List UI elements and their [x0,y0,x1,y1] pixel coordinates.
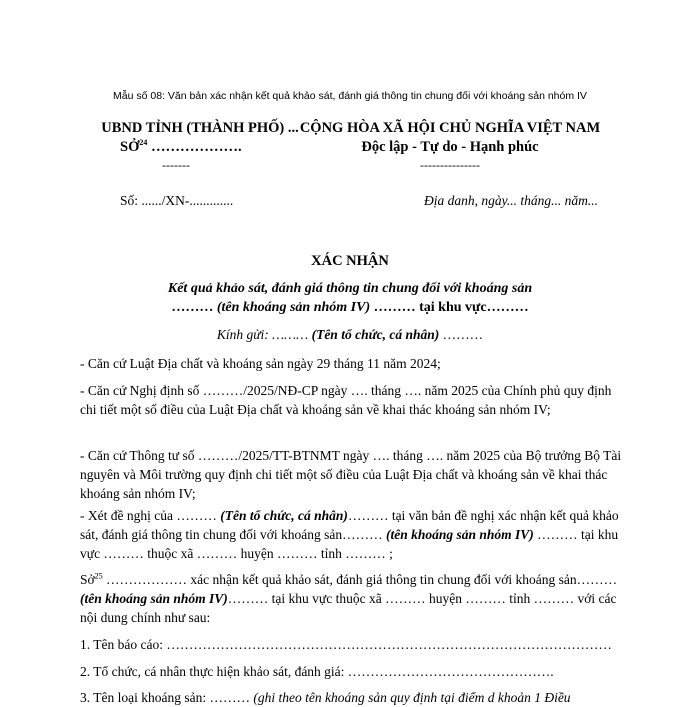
national-motto: Độc lập - Tự do - Hạnh phúc [361,139,539,155]
place-date: Địa danh, ngày... tháng... năm... [424,193,598,208]
item-organization: 2. Tổ chức, cá nhân thực hiện khảo sát, đánh giá: ………………………………………. [80,664,554,679]
legal-basis-law: - Căn cứ Luật Địa chất và khoáng sản ngày 29 tháng 11 năm 2024; [80,356,441,371]
right-divider: --------------- [420,158,480,172]
document-title: XÁC NHẬN [311,253,389,269]
legal-basis-request: - Xét đề nghị của ……… (Tên tổ chức, cá nhân)……… tại văn bản đề nghị xác nhận kết quả khảo sát, đánh giá thông tin chung đối với khoáng sản……… (tên khoáng sản nhóm IV) ……… tại khu vực ……… thuộc xã ……… huyện ……… tỉnh ……… ; [80,508,619,561]
legal-basis-circular: - Căn cứ Thông tư số ………/2025/TT-BTNMT ngày …. tháng …. năm 2025 của Bộ trưởng Bộ Tài nguyên và Môi trường quy định chi tiết một số điều của Luật Địa chất và khoáng sản về khai thác khoáng sản nhóm IV; [80,448,622,501]
item-report-name: 1. Tên báo cáo: ……………………………………………………………………………………… [80,637,612,652]
department-name: SỞ$^{24}$ ………………. [120,138,242,155]
legal-basis-decree: - Căn cứ Nghị định số ………/2025/NĐ-CP ngày …. tháng …. năm 2025 của Chính phủ quy định chi tiết một số điều của Luật Địa chất và khoáng sản về khai thác khoáng sản nhóm IV; [80,383,612,417]
left-divider: ------- [162,158,190,172]
recipient-line: Kính gửi: ……… (Tên tổ chức, cá nhân) ……… [216,327,484,342]
agency-name: UBND TỈNH (THÀNH PHỐ) ... [101,120,299,136]
document-subtitle-1: Kết quả khảo sát, đánh giá thông tin chung đối với khoáng sản [167,281,533,296]
confirmation-paragraph: Sở$^{25}$ ……………… xác nhận kết quả khảo sát, đánh giá thông tin chung đối với khoáng sản……… (tên khoáng sản nhóm IV)……… tại khu vực thuộc xã ……… huyện ……… tỉnh ……… với các nội dung chính như sau: [80,571,618,625]
item-mineral-type: 3. Tên loại khoáng sản: ……… (ghi theo tên khoáng sản quy định tại điểm d khoản 1 Điều [80,690,571,705]
form-title: Mẫu số 08: Văn bản xác nhận kết quả khảo sát, đánh giá thông tin chung đối với khoáng sản nhóm IV [113,90,587,102]
document-number: Số: ....../XN-............. [120,193,234,208]
document-subtitle-2: ……… (tên khoáng sản nhóm IV) ……… tại khu vực……… [171,300,529,315]
national-title: CỘNG HÒA XÃ HỘI CHỦ NGHĨA VIỆT NAM [299,120,601,136]
